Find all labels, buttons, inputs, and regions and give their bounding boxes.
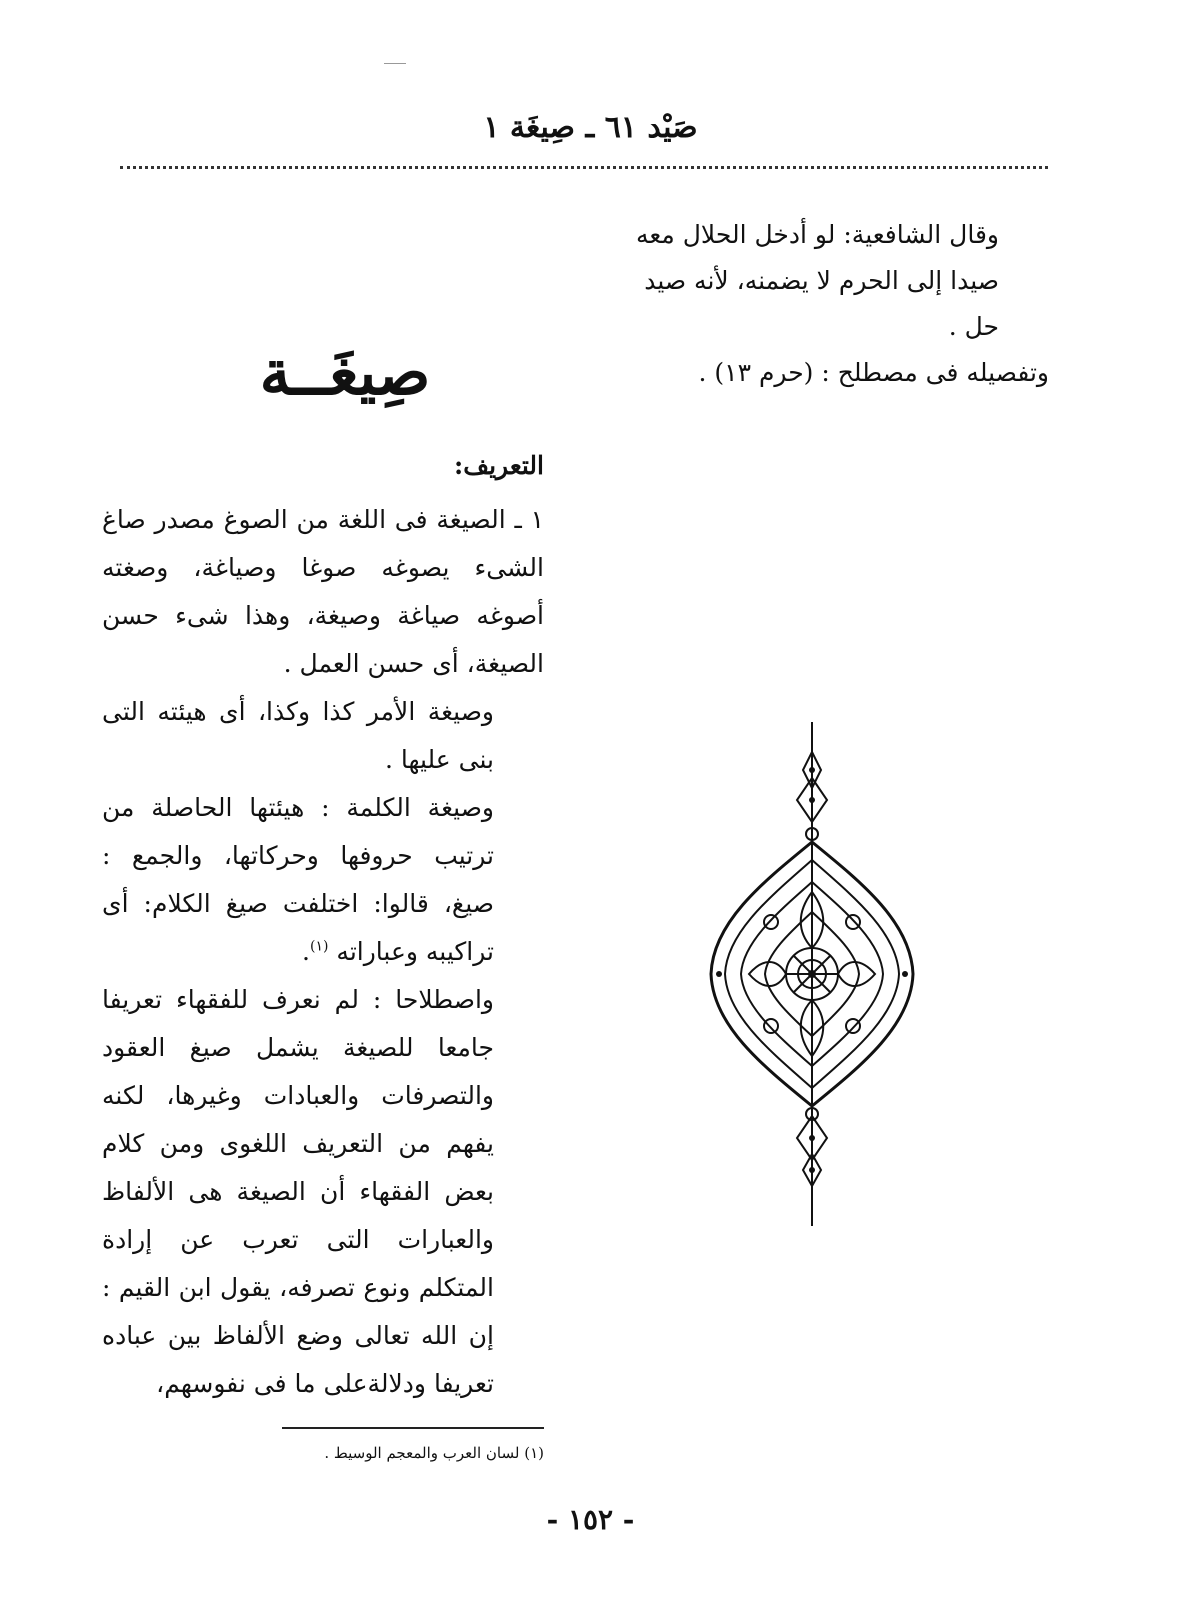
paragraph-end: . (302, 937, 310, 966)
arabesque-medallion-icon (701, 722, 923, 1226)
paragraph: ١ ـ الصيغة فى اللغة من الصوغ مصدر صاغ الشىء يصوغه صوغا وصياغة، وصغته أصوغه صياغة وصيغة، وهذا شىء حسن الصيغة، أى حسن العمل . (102, 505, 544, 678)
scan-mark (384, 63, 406, 64)
entry-body (102, 442, 544, 1408)
page-number: - ١٥٢ - (546, 1503, 635, 1536)
paragraph: واصطلاحا : لم نعرف للفقهاء تعريفا جامعا للصيغة يشمل صيغ العقود والتصرفات والعبادات وغيرها، لكنه يفهم من التعريف اللغوى ومن كلام بعض الفقهاء أن الصيغة هى الألفاظ والعبارات التى تعرب عن إرادة المتكلم ونوع تصرفه، يقول ابن القيم : إن الله تعالى وضع الألفاظ بين عباده تعريفا ودلالةعلى ما فى نفوسهم، (102, 985, 494, 1398)
footnote-rule (282, 1427, 544, 1429)
paragraph: وصيغة الأمر كذا وكذا، أى هيئته التى بنى عليها . (102, 697, 494, 774)
previous-entry-continuation (604, 212, 1049, 396)
continuation-line: وقال الشافعية: لو أدخل الحلال معه صيدا إلى الحرم لا يضمنه، لأنه صيد حل . (635, 220, 999, 341)
running-header: صَيْد ٦١ ـ صِيغَة ١ (483, 110, 698, 145)
footnote-ref[interactable]: (١) (310, 938, 329, 955)
footnote: (١) لسان العرب والمعجم الوسيط . (324, 1444, 544, 1462)
paragraph-text: وصيغة الكلمة : هيئتها الحاصلة من ترتيب حروفها وحركاتها، والجمع : صيغ، قالوا: اختلفت صيغ الكلام: أى تراكيبه وعباراته (102, 793, 494, 966)
continuation-line: وتفصيله فى مصطلح : (حرم ١٣) . (698, 358, 1049, 387)
section-heading: التعريف: (453, 451, 544, 480)
header-dotted-rule (120, 166, 1048, 169)
paragraph (102, 784, 544, 976)
entry-title: صِيغَــة (259, 336, 431, 409)
